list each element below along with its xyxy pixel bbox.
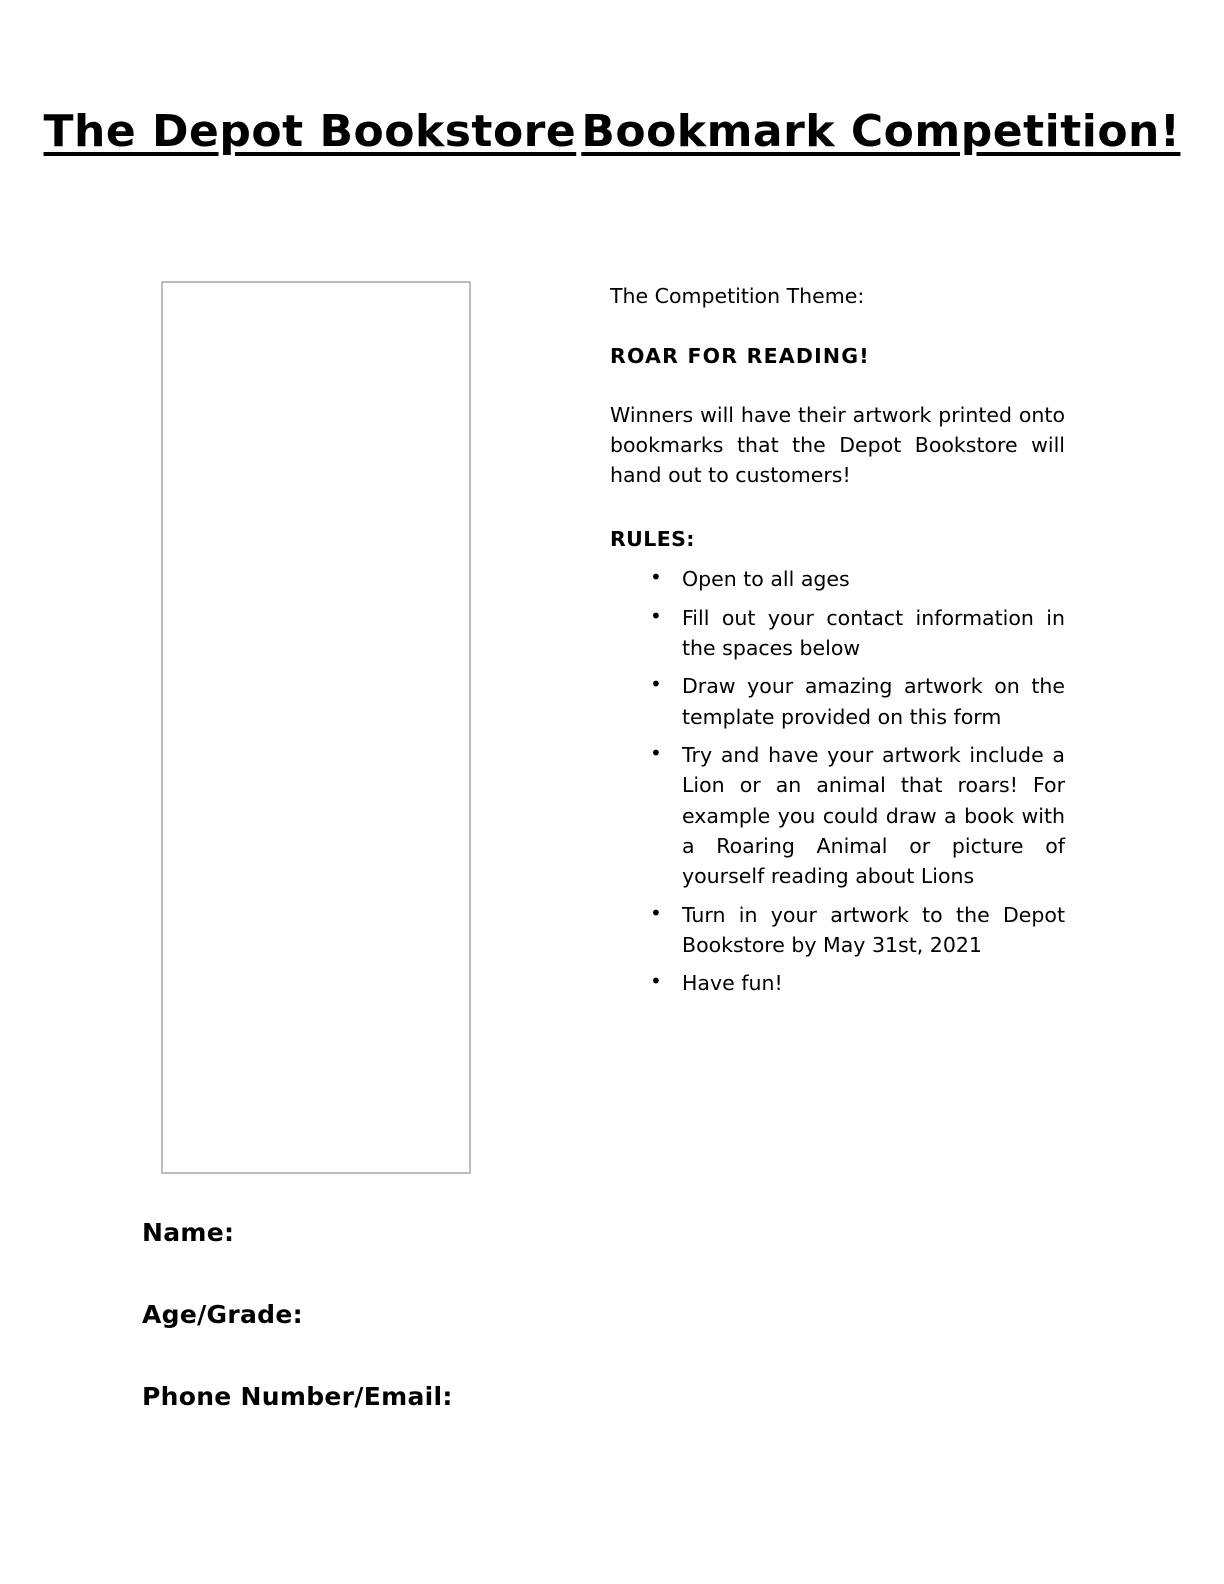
competition-details — [610, 282, 1065, 1007]
bookmark-drawing-area[interactable] — [161, 281, 471, 1174]
phone-email-field-label[interactable]: Phone Number/Email: — [142, 1382, 453, 1411]
rule-item: • Try and have your artwork include a Lion or an animal that roars! For example you could draw a book with a Roaring Animal or picture of yourself reading about Lions — [650, 740, 1065, 892]
rules-label: RULES: — [610, 526, 695, 551]
competition-blurb: Winners will have their artwork printed onto bookmarks that the Depot Bookstore will hand out to customers! — [610, 403, 1065, 487]
rule-item: • Have fun! — [650, 968, 1065, 998]
theme-label: The Competition Theme: — [610, 284, 865, 308]
title-line-1: The Depot Bookstore — [43, 106, 577, 157]
contact-form — [142, 1218, 842, 1411]
age-grade-field-label[interactable]: Age/Grade: — [142, 1300, 303, 1329]
theme-value: ROAR FOR READING! — [610, 343, 870, 368]
rule-item: • Turn in your artwork to the Depot Bookstore by May 31st, 2021 — [650, 900, 1065, 961]
rule-item: • Draw your amazing artwork on the template provided on this form — [650, 671, 1065, 732]
rules-list — [610, 564, 1065, 998]
page-title — [0, 96, 1224, 166]
rule-item: • Fill out your contact information in the spaces below — [650, 603, 1065, 664]
rule-item: • Open to all ages — [650, 564, 1065, 594]
title-line-2: Bookmark Competition! — [581, 106, 1181, 157]
name-field-label[interactable]: Name: — [142, 1218, 235, 1247]
